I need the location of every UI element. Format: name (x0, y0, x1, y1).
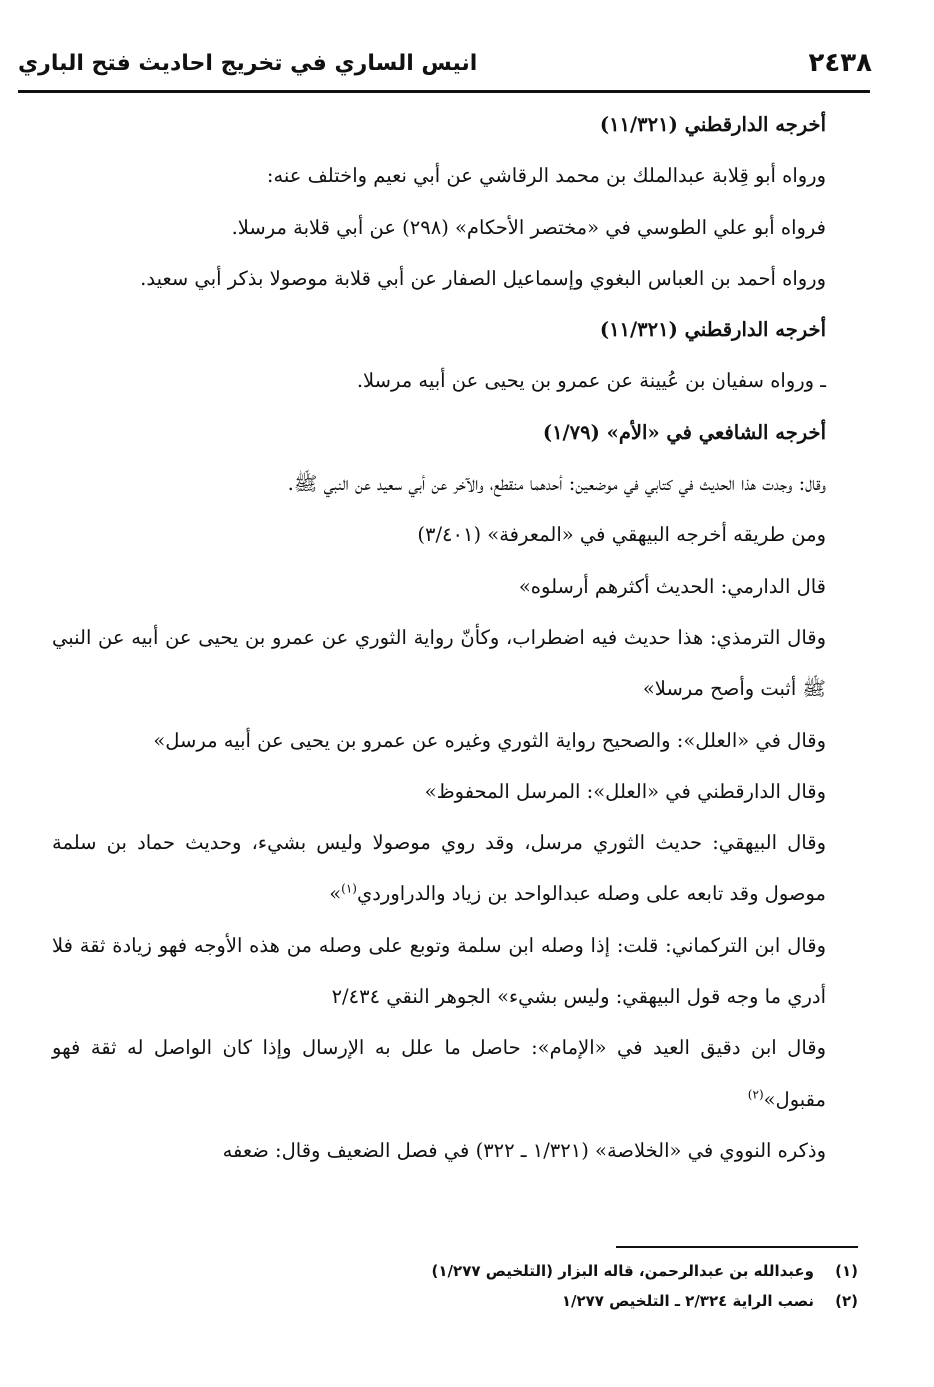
text-line: ورواه أبو قِلابة عبدالملك بن محمد الرقاشي عن أبي نعيم واختلف عنه: (266, 164, 826, 188)
footnotes (40, 1256, 858, 1316)
text-line-with-footnote (52, 817, 826, 920)
text-line: ـ ورواه سفيان بن عُيينة عن عمرو بن يحيى عن أبيه مرسلا. (356, 369, 826, 393)
text-segment: » (329, 882, 342, 906)
footnote (40, 1256, 858, 1286)
text-line-with-footnote (52, 1022, 826, 1125)
text-line: ومن طريقه أخرجه البيهقي في «المعرفة» (٣/٤٠١) (417, 523, 826, 547)
text-line: وقال في «العلل»: والصحيح رواية الثوري وغيره عن عمرو بن يحيى عن أبيه مرسل» (153, 728, 826, 752)
text-line: وقال ابن التركماني: قلت: إذا وصله ابن سلمة وتوبع على وصله من هذه الأوجه فهو زيادة ثقة فلا أدري ما وجه قول البيهقي: وليس بشيء» الجوهر النقي ٢/٤٣٤ (52, 933, 826, 1009)
main-text (52, 99, 826, 1176)
text-line: وقال: وجدت هذا الحديث في كتابي في موضعين: أحدهما منقطع، والآخر عن أبي سعيد عن النبي ﷺ. (287, 472, 826, 496)
text-segment: وقال البيهقي: حديث الثوري مرسل، وقد روي موصولا وليس بشيء، وحديث حماد بن سلمة موصول وقد تابعه على وصله عبدالواحد بن زياد والدراوردي (52, 831, 826, 906)
text-line: وقال الترمذي: هذا حديث فيه اضطراب، وكأنّ رواية الثوري عن عمرو بن يحيى عن أبيه عن النبي ﷺ أثبت وأصح مرسلا» (52, 625, 826, 701)
footnote-number: (١) (835, 1262, 858, 1280)
text-line: وذكره النووي في «الخلاصة» (١/٣٢١ ـ ٣٢٢) في فصل الضعيف وقال: ضعفه (222, 1138, 826, 1162)
page-number: ٢٤٣٨ (808, 48, 872, 78)
footnote-text: وعبدالله بن عبدالرحمن، قاله البزار (التلخيص ١/٢٧٧) (431, 1262, 814, 1280)
text-line: أخرجه الدارقطني (١١/٣٢١) (599, 318, 826, 342)
text-line: أخرجه الدارقطني (١١/٣٢١) (599, 113, 826, 136)
footnote-rule (616, 1246, 858, 1248)
header-rule (18, 90, 870, 93)
text-line: قال الدارمي: الحديث أكثرهم أرسلوه» (518, 574, 826, 598)
footnote-ref-1: (١) (341, 881, 357, 896)
text-segment: وقال ابن دقيق العيد في «الإمام»: حاصل ما علل به الإرسال وإذا كان الواصل له ثقة فهو مقبول» (52, 1036, 826, 1111)
footnote-text: نصب الراية ٢/٣٢٤ ـ التلخيص ١/٢٧٧ (561, 1292, 814, 1310)
footnote-ref-2: (٢) (747, 1087, 764, 1102)
footnote (40, 1286, 858, 1316)
text-line: أخرجه الشافعي في «الأم» (١/٧٩) (542, 420, 826, 444)
page-header (18, 40, 872, 86)
text-line: وقال الدارقطني في «العلل»: المرسل المحفوظ» (424, 779, 826, 803)
running-title: انيس الساري في تخريج احاديث فتح الباري (18, 50, 478, 76)
text-line: ورواه أحمد بن العباس البغوي وإسماعيل الصفار عن أبي قلابة موصولا بذكر أبي سعيد. (140, 266, 826, 290)
footnote-number: (٢) (835, 1292, 858, 1310)
text-line: فرواه أبو علي الطوسي في «مختصر الأحكام» (٢٩٨) عن أبي قلابة مرسلا. (231, 215, 826, 239)
